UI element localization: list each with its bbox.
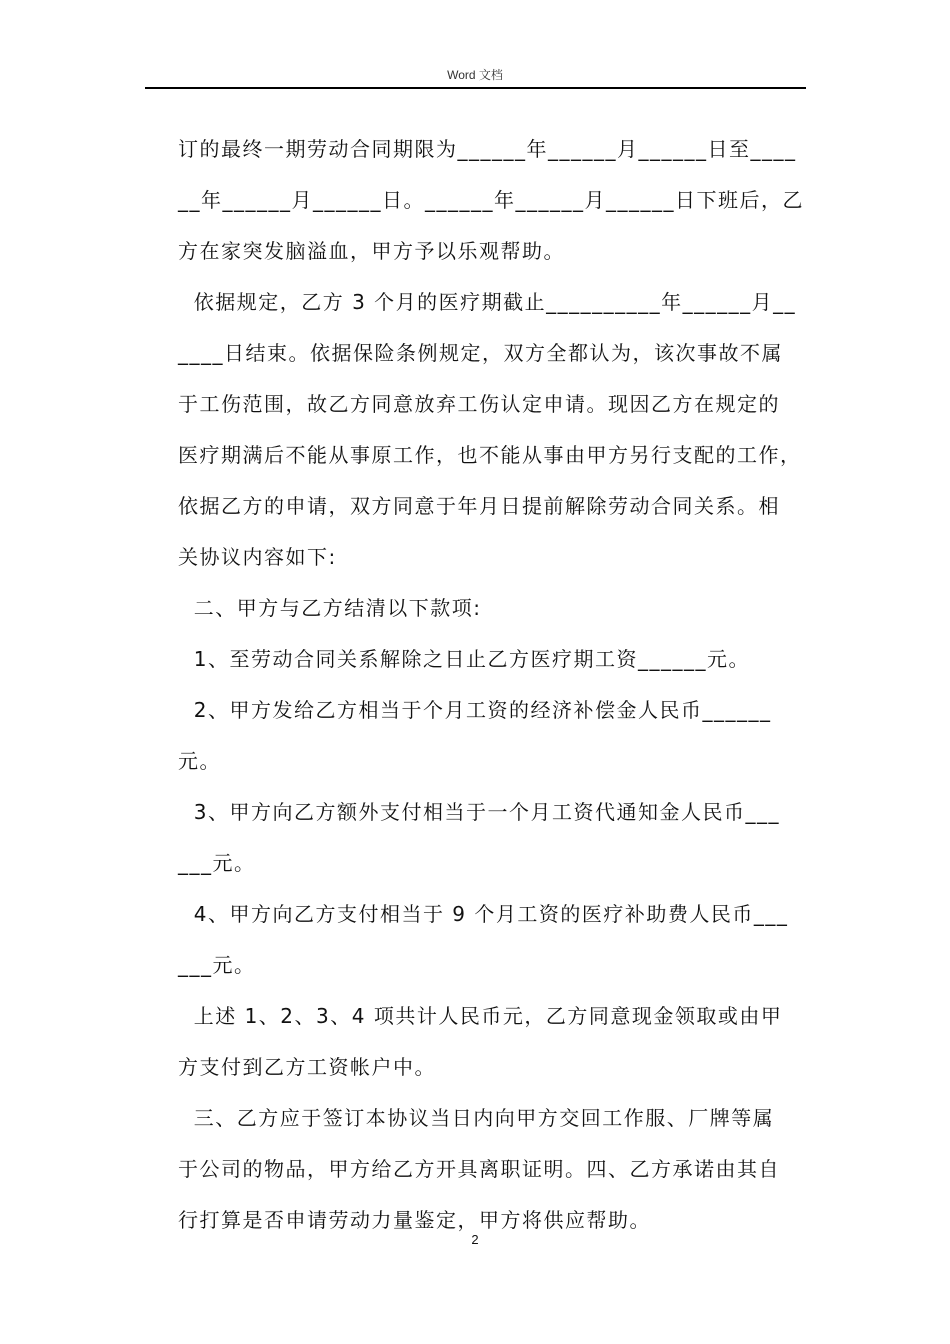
- text-line: ____日结束。依据保险条例规定，双方全都认为，该次事故不属: [178, 341, 783, 365]
- text-line: 上述 1、2、3、4 项共计人民币元，乙方同意现金领取或由甲: [178, 1004, 783, 1028]
- text-line: 方在家突发脑溢血，甲方予以乐观帮助。: [178, 239, 565, 263]
- text-line: 4、甲方向乙方支付相当于 9 个月工资的医疗补助费人民币___: [178, 902, 789, 926]
- text-line: 医疗期满后不能从事原工作，也不能从事由甲方另行支配的工作，: [178, 443, 802, 467]
- text-line: 方支付到乙方工资帐户中。: [178, 1055, 436, 1079]
- text-line: 元。: [178, 749, 221, 773]
- page-number: 2: [471, 1232, 479, 1247]
- text-line: 3、甲方向乙方额外支付相当于一个月工资代通知金人民币___: [178, 800, 780, 824]
- text-line: 三、乙方应于签订本协议当日内向甲方交回工作服、厂牌等属: [178, 1106, 775, 1130]
- text-line: ___元。: [178, 851, 256, 875]
- text-line: 2、甲方发给乙方相当于个月工资的经济补偿金人民币______: [178, 698, 772, 722]
- text-line: 关协议内容如下:: [178, 545, 337, 569]
- page-header: Word 文档: [447, 68, 503, 82]
- text-line: 二、甲方与乙方结清以下款项:: [178, 596, 482, 620]
- text-line: 于工伤范围，故乙方同意放弃工伤认定申请。现因乙方在规定的: [178, 392, 780, 416]
- document-body: [178, 124, 810, 1246]
- text-line: 订的最终一期劳动合同期限为______年______月______日至____: [178, 137, 797, 161]
- text-line: __年______月______日。______年______月______日下班后，乙: [178, 188, 804, 212]
- header-rule: [145, 87, 806, 89]
- text-line: 依据乙方的申请，双方同意于年月日提前解除劳动合同关系。相: [178, 494, 780, 518]
- text-line: 于公司的物品，甲方给乙方开具离职证明。四、乙方承诺由其自: [178, 1157, 780, 1181]
- text-line: 行打算是否申请劳动力量鉴定，甲方将供应帮助。: [178, 1208, 651, 1232]
- text-line: 依据规定，乙方 3 个月的医疗期截止__________年______月__: [178, 290, 797, 314]
- text-line: 1、至劳动合同关系解除之日止乙方医疗期工资______元。: [178, 647, 750, 671]
- text-line: ___元。: [178, 953, 256, 977]
